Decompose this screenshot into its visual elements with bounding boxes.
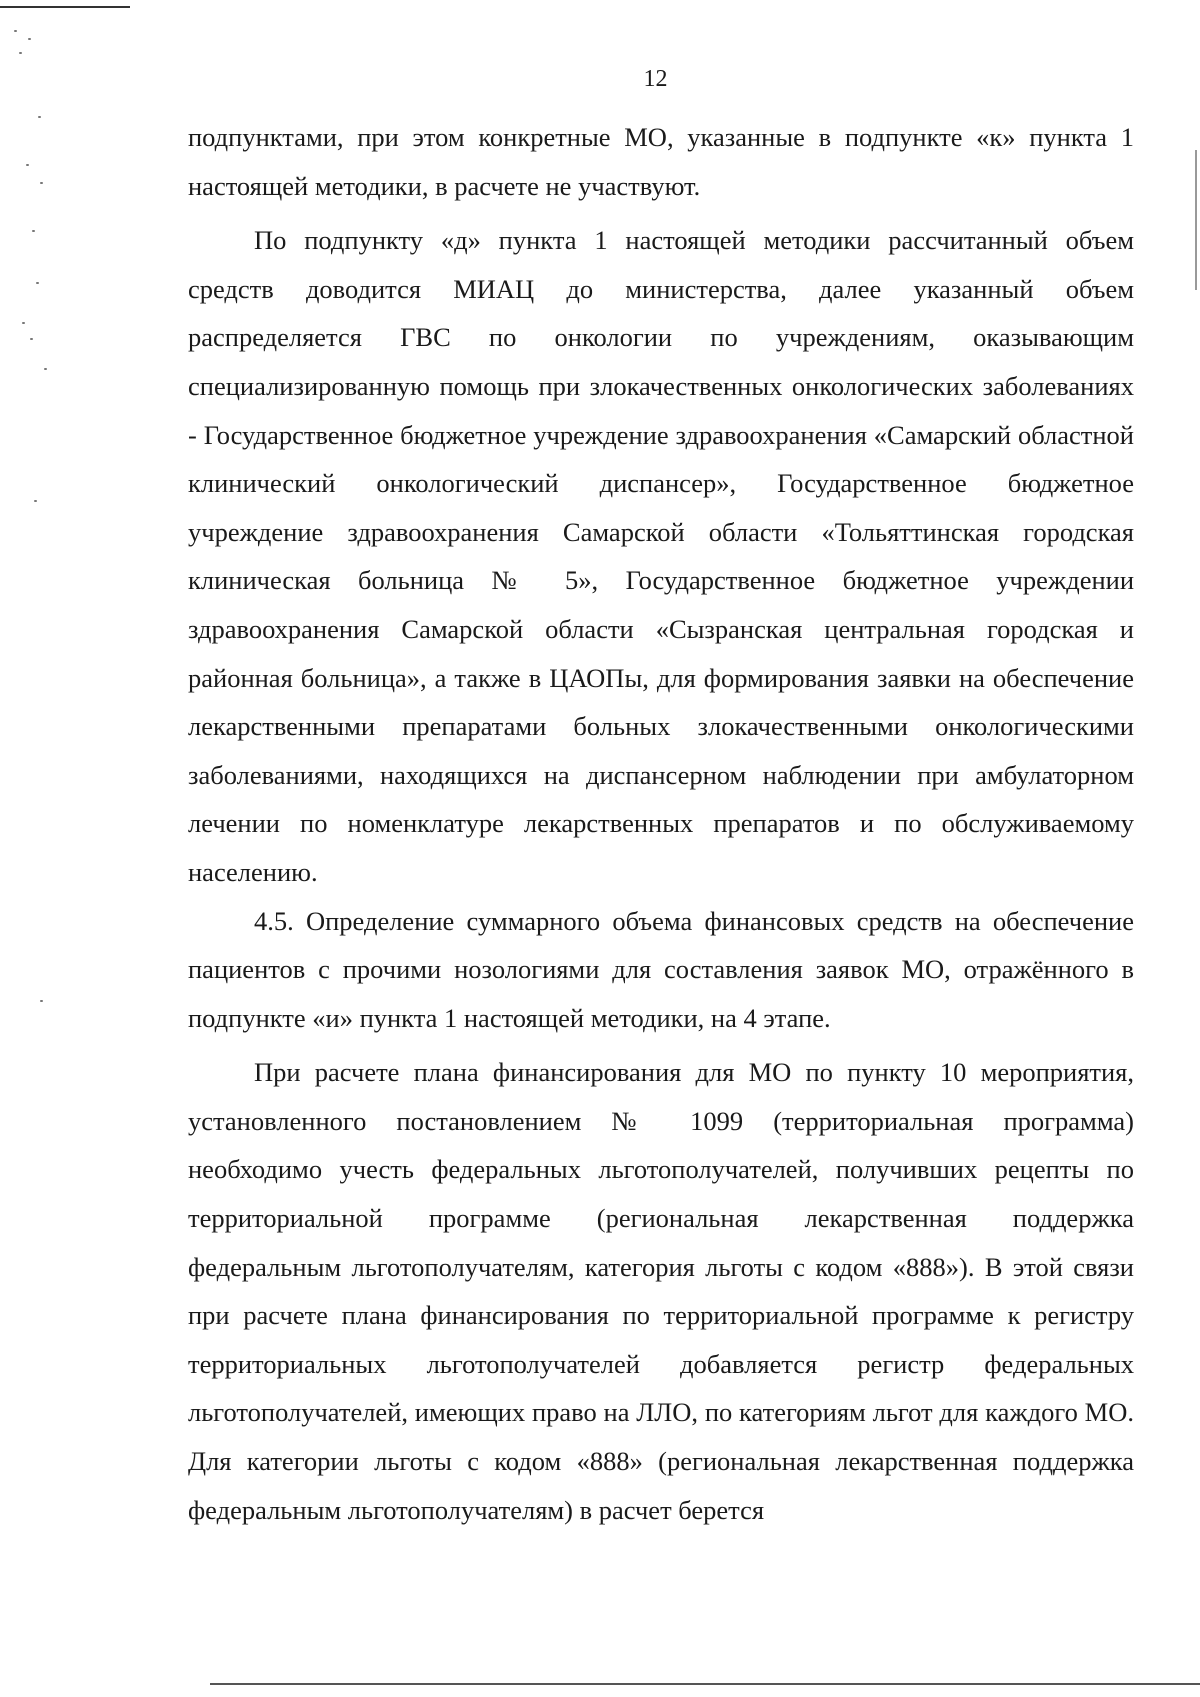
scan-edge-top <box>0 6 130 8</box>
scan-speck <box>40 182 43 184</box>
paragraph-oncology-distribution: По подпункту «д» пункта 1 настоящей методики рассчитанный объем средств доводится МИАЦ до министерства, далее указанный объем распределяется ГВС по онкологии по учреждениям, оказывающим специализированную помощь при злокачественных онкологических заболеваниях - Государственное бюджетное учреждение здравоохранения «Самарский областной клинический онкологический диспансер», Государственное бюджетное учреждение здравоохранения Самарской области «Тольяттинская городская клиническая больница № 5», Государственное бюджетное учреждении здравоохранения Самарской области «Сызранская центральная городская и районная больница», а также в ЦАОПы, для формирования заявки на обеспечение лекарственными препаратами больных злокачественными онкологическими заболеваниями, находящихся на диспансерном наблюдении при амбулаторном лечении по номенклатуре лекарственных препаратов и по обслуживаемому населению. <box>188 225 1134 887</box>
paragraph-continuation: подпунктами, при этом конкретные МО, указанные в подпункте «к» пункта 1 настоящей методики, в расчете не участвуют. <box>188 122 1134 201</box>
scan-noise-margin <box>10 30 60 1030</box>
scan-speck <box>22 322 25 324</box>
page-number: 12 <box>643 66 668 92</box>
paragraph-financing-plan: При расчете плана финансирования для МО по пункту 10 мероприятия, установленного постановлением № 1099 (территориальная программа) необходимо учесть федеральных льготополучателей, получивших рецепты по территориальной программе (региональная лекарственная поддержка федеральным льготополучателям, категория льготы с кодом «888»). В этой связи при расчете плана финансирования по территориальной программе к регистру территориальных льготополучателей добавляется регистр федеральных льготополучателей, имеющих право на ЛЛО, по категориям льгот для каждого МО. Для категории льготы с кодом «888» (региональная лекарственная поддержка федеральным льготополучателям) в расчет берется <box>188 1057 1134 1525</box>
scan-speck <box>26 164 29 166</box>
scan-edge-bottom <box>210 1683 1200 1685</box>
scan-speck <box>28 38 31 40</box>
document-body <box>188 113 1134 1534</box>
scan-speck <box>38 116 41 118</box>
scan-speck <box>36 282 39 284</box>
scan-speck <box>19 52 22 54</box>
scan-speck <box>44 368 47 370</box>
scan-speck <box>14 30 17 32</box>
scan-edge-right <box>1195 150 1197 290</box>
scan-speck <box>34 500 37 502</box>
scan-speck <box>30 338 33 340</box>
paragraph-section-4-5: 4.5. Определение суммарного объема финансовых средств на обеспечение пациентов с прочими нозологиями для составления заявок МО, отражённого в подпункте «и» пункта 1 настоящей методики, на 4 этапе. <box>188 905 1134 1033</box>
scan-speck <box>40 1000 43 1002</box>
scan-speck <box>32 230 35 232</box>
